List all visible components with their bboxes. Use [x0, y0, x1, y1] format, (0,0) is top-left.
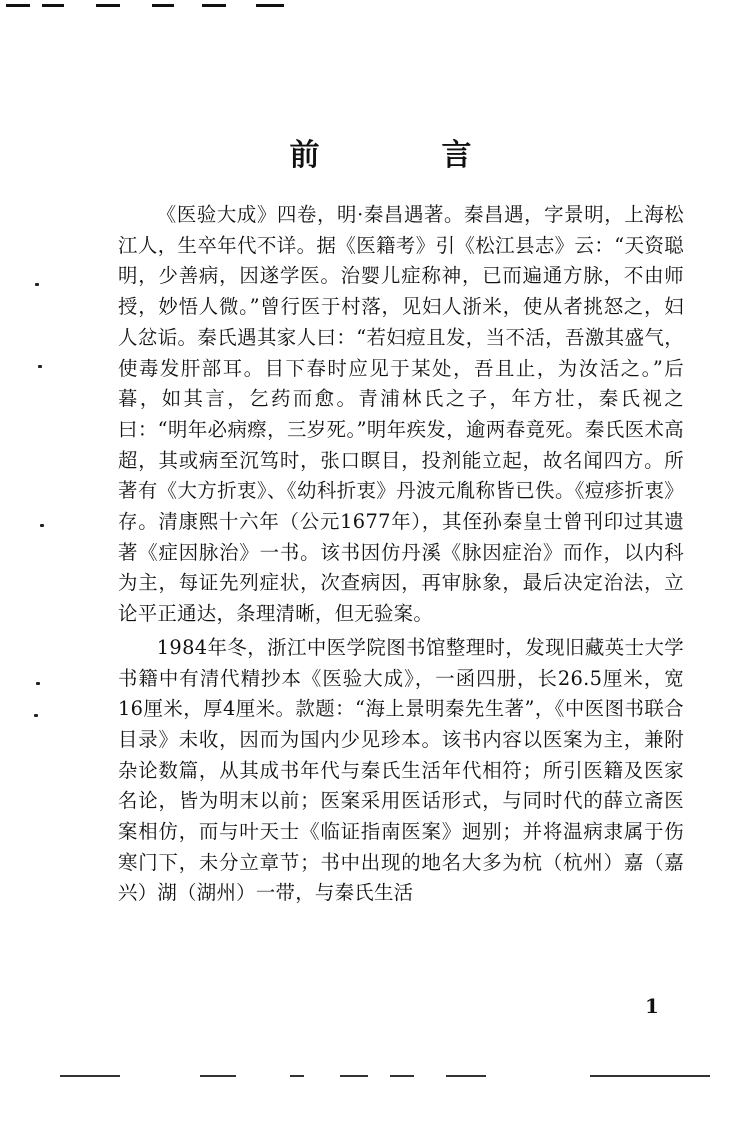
- page-title: 前 言: [289, 138, 518, 173]
- top-edge-rule: [6, 0, 306, 14]
- margin-mark: [40, 524, 44, 527]
- paragraph: 《医验大成》四卷，明·秦昌遇著。秦昌遇，字景明，上海松江人，生卒年代不详。据《医籍考》引《松江县志》云：“天资聪明，少善病，因遂学医。治婴儿症称神，已而遍通方脉，不由师授，妙悟人微。”曾行医于村落，见妇人浙米，使从者挑怒之，妇人忿诟。秦氏遇其家人曰：“若妇痘且发，当不活，吾激其盛气，使毒发肝部耳。目下春时应见于某处，吾且止，为汝活之。”后暮，如其言，乞药而愈。青浦林氏之子，年方壮，秦氏视之曰：“明年必病瘵，三岁死。”明年疾发，逾两春竟死。秦氏医术高超，其或病至沉笃时，张口瞑目，投剂能立起，故名闻四方。所著有《大方折衷》、《幼科折衷》丹波元胤称皆已佚。《痘疹折衷》存。清康熙十六年（公元1677年），其侄孙秦皇士曾刊印过其遗著《症因脉治》一书。该书因仿丹溪《脉因症治》而作，以内科为主，每证先列症状，次查病因，再审脉象，最后决定治法，立论平正通达，条理清晰，但无验案。: [118, 203, 684, 626]
- margin-mark: [34, 714, 38, 717]
- margin-mark: [35, 283, 39, 286]
- page-number: 1: [645, 994, 659, 1018]
- bottom-scan-artifacts: [60, 1072, 730, 1082]
- margin-mark: [38, 365, 42, 368]
- body-text: [118, 200, 684, 909]
- paragraph: 1984年冬，浙江中医学院图书馆整理时，发现旧藏英士大学书籍中有清代精抄本《医验大成》，一函四册，长26.5厘米，宽16厘米，厚4厘米。款题：“海上景明秦先生著”，《中医图书联合目录》未收，因而为国内少见珍本。该书内容以医案为主，兼附杂论数篇，从其成书年代与秦氏生活年代相符；所引医籍及医家名论，皆为明末以前；医案采用医话形式，与同时代的薛立斋医案相仿，而与叶天士《临证指南医案》迥别；并将温病隶属于伤寒门下，未分立章节；书中出现的地名大多为杭（杭州）嘉（嘉兴）湖（湖州）一带，与秦氏生活: [118, 635, 684, 905]
- margin-mark: [36, 682, 40, 685]
